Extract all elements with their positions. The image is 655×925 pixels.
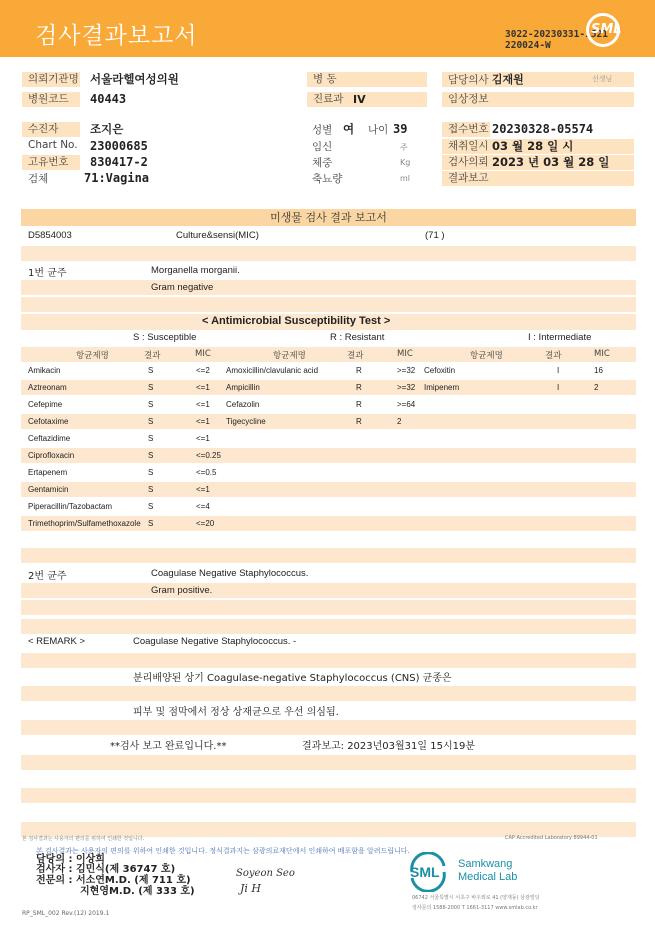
ast-drug-cell: Cefoxitin (424, 366, 456, 375)
ast-drug-cell: Tigecycline (226, 417, 266, 426)
ast-mic-cell: <=1 (196, 400, 210, 409)
chart-label: Chart No. (28, 139, 78, 151)
institution-value: 서울라헬여성의원 (90, 72, 179, 86)
ast-mic-cell: <=4 (196, 502, 210, 511)
stripe (21, 653, 636, 668)
receiver-label: 수진자 (22, 122, 80, 137)
stripe (21, 600, 636, 615)
strain2-label: 2번 균주 (28, 571, 67, 582)
ast-row-stripe (21, 448, 636, 463)
sex-label: 성별 (312, 124, 333, 136)
strain1-gram: Gram negative (151, 282, 214, 293)
remark-label: < REMARK > (28, 636, 86, 647)
ast-result-cell: S (148, 400, 154, 409)
request-label: 검사의뢰 2023 년 03 월 28 일 (442, 155, 634, 170)
col-result-header: 결과 (545, 351, 562, 361)
ast-mic-cell: >=32 (397, 366, 416, 375)
sex-value: 여 (343, 122, 355, 136)
ast-result-cell: S (148, 502, 154, 511)
ast-row-stripe (21, 482, 636, 497)
ward-label: 병 동 (307, 72, 427, 87)
doctor-line: 담당의 : 이상희 (36, 854, 105, 865)
ast-drug-cell: Ciprofloxacin (28, 451, 75, 460)
unique-value: 830417-2 (90, 155, 148, 169)
stripe (21, 686, 636, 701)
ast-title: < Antimicrobial Susceptibility Test > (202, 315, 391, 327)
hospital-code-label: 병원코드 (22, 92, 80, 107)
report-complete: **검사 보고 완료입니다.** (110, 741, 227, 752)
stripe (21, 246, 636, 261)
ast-row-stripe (21, 380, 636, 395)
col-mic-header: MIC (594, 349, 610, 359)
clinical-label: 임상정보 (442, 92, 634, 107)
micro-code: D5854003 (28, 230, 72, 241)
ast-drug-cell: Cefepime (28, 400, 63, 409)
ast-result-cell: R (356, 400, 362, 409)
ast-mic-cell: <=0.5 (196, 468, 217, 477)
ast-drug-cell: Cefotaxime (28, 417, 69, 426)
ast-drug-cell: Imipenem (424, 383, 460, 392)
report-header (0, 0, 655, 57)
ast-mic-cell: <=1 (196, 485, 210, 494)
specimen-value: 71:Vagina (84, 171, 150, 185)
stripe (21, 297, 636, 312)
form-number: RP_SML_002 Rev.(12) 2019.1 (22, 910, 110, 917)
signature-2: Ji H (240, 882, 262, 895)
ast-result-cell: R (356, 366, 362, 375)
remark-line1: Coagulase Negative Staphylococcus. - (133, 636, 297, 647)
tester-line: 검사자 : 김민식(제 36747 호) (36, 864, 176, 875)
col-mic-header: MIC (195, 349, 211, 359)
ast-result-cell: S (148, 451, 154, 460)
ast-result-cell: S (148, 468, 154, 477)
stripe (21, 548, 636, 563)
stripe (21, 583, 636, 598)
micro-section-title: 미생물 검사 결과 보고서 (21, 209, 636, 226)
ast-mic-cell: <=2 (196, 366, 210, 375)
report-label: 결과보고 (442, 171, 634, 186)
doctor-label: 담당의사 김재원 선생님 (442, 72, 634, 87)
ast-drug-cell: Trimethoprim/Sulfamethoxazole (28, 519, 141, 528)
age-label: 나이 (368, 124, 389, 136)
footer-notice-small: 본 검사결과는 사용자의 편의를 위하여 인쇄한 것입니다. (22, 836, 145, 842)
ast-drug-cell: Ampicillin (226, 383, 260, 392)
ast-mic-cell: <=1 (196, 383, 210, 392)
ast-result-cell: I (557, 383, 560, 392)
ast-result-cell: R (356, 417, 362, 426)
lab-address: 06742 서울특별시 서초구 바우뫼로 41 (양재동) 삼광빌딩 (412, 895, 540, 901)
ast-drug-cell: Amikacin (28, 366, 61, 375)
strain2-gram: Gram positive. (151, 585, 213, 596)
micro-test: Culture&sensi(MIC) (176, 230, 259, 241)
document-number: 3022-20230331-1521 220024-W (505, 29, 608, 51)
ast-mic-cell: <=1 (196, 434, 210, 443)
stripe (21, 788, 636, 803)
chart-value: 23000685 (90, 139, 148, 153)
request-value: 2023 년 03 월 28 일 (492, 155, 610, 169)
collect-value: 03 월 28 일 시 (492, 139, 574, 153)
doctor-suffix: 선생님 (592, 75, 613, 83)
ast-drug-cell: Amoxicillin/clavulanic acid (226, 366, 319, 375)
dept-label: 진료과 IV (307, 92, 427, 107)
ast-mic-cell: >=64 (397, 400, 416, 409)
ast-result-cell: S (148, 485, 154, 494)
ast-drug-cell: Cefazolin (226, 400, 260, 409)
unique-label: 고유번호 (22, 155, 80, 170)
ast-result-cell: S (148, 519, 154, 528)
specialist2-line: 지현영M.D. (제 333 호) (80, 886, 195, 897)
weight-label: 체중 (312, 157, 333, 169)
footer-notice: 본 검사결과는 사용자의 편의를 위하여 인쇄한 것입니다. 정식결과지는 삼광의료재단에서 인쇄하여 배포함을 알려드립니다. (36, 847, 410, 855)
ast-mic-cell: <=20 (196, 519, 215, 528)
lab-name: Samkwang Medical Lab (458, 858, 518, 883)
col-drug-header: 항균제명 (273, 351, 306, 361)
ast-row-stripe (21, 414, 636, 429)
ast-drug-cell: Ceftazidime (28, 434, 71, 443)
ast-drug-cell: Piperacillin/Tazobactam (28, 502, 113, 511)
receipt-no-value: 20230328-05574 (492, 122, 594, 136)
stripe (21, 755, 636, 770)
urine-unit: ml (400, 174, 411, 183)
pregnancy-unit: 주 (400, 143, 408, 152)
receiver-value: 조지은 (90, 122, 124, 136)
ast-result-cell: S (148, 434, 154, 443)
hospital-code-value: 40443 (90, 92, 127, 106)
ast-drug-cell: Aztreonam (28, 383, 67, 392)
sml-text: SML (410, 864, 440, 880)
legend-susceptible: S : Susceptible (133, 332, 197, 343)
ast-result-cell: S (148, 383, 154, 392)
col-result-header: 결과 (144, 351, 161, 361)
legend-resistant: R : Resistant (330, 332, 385, 343)
remark-line2: 분리배양된 상기 Coagulase-negative Staphylococcus (CNS) 균종은 (133, 673, 452, 684)
report-time: 결과보고: 2023년03월31일 15시19분 (302, 741, 476, 752)
stripe (21, 280, 636, 295)
strain1-name: Morganella morganii. (151, 265, 240, 276)
ast-mic-cell: >=32 (397, 383, 416, 392)
pregnancy-label: 임신 (312, 141, 333, 153)
col-drug-header: 항균제명 (470, 351, 503, 361)
age-value: 39 (393, 122, 408, 136)
ast-mic-cell: <=1 (196, 417, 210, 426)
signature-1: Soyeon Seo (236, 868, 295, 879)
receipt-no-label: 접수번호 (442, 122, 490, 137)
weight-unit: Kg (400, 158, 411, 167)
report-title: 검사결과보고서 (35, 23, 198, 49)
ast-result-cell: I (557, 366, 560, 375)
legend-intermediate: I : Intermediate (528, 332, 592, 343)
col-mic-header: MIC (397, 349, 413, 359)
sml-logo-icon: SML (586, 13, 620, 47)
ast-mic-cell: <=0.25 (196, 451, 221, 460)
stripe (21, 720, 636, 735)
ast-drug-cell: Ertapenem (28, 468, 68, 477)
strain1-label: 1번 균주 (28, 268, 67, 279)
micro-specimen-code: (71 ) (425, 230, 445, 241)
ast-result-cell: S (148, 366, 154, 375)
col-drug-header: 항균제명 (76, 351, 109, 361)
ast-mic-cell: 2 (594, 383, 599, 392)
ast-mic-cell: 2 (397, 417, 402, 426)
stripe (21, 619, 636, 634)
ast-drug-cell: Gentamicin (28, 485, 69, 494)
strain2-name: Coagulase Negative Staphylococcus. (151, 568, 309, 579)
specimen-label: 검체 (28, 173, 49, 185)
ast-result-cell: R (356, 383, 362, 392)
col-result-header: 결과 (347, 351, 364, 361)
doctor-value: 김재원 (491, 73, 524, 86)
collect-label: 채취일시 03 월 28 일 시 (442, 139, 634, 154)
remark-line3: 피부 및 점막에서 정상 상재균으로 우선 의심됨. (133, 707, 339, 718)
institution-label: 의뢰기관명 (22, 72, 80, 87)
ast-result-cell: S (148, 417, 154, 426)
cap-text: CAP Accredited Laboratory 89944-01 (505, 835, 598, 841)
lab-tel: 검사문의 1588-2000 T 1661-3117 www.smlab.co.kr (412, 905, 538, 911)
dept-value: IV (353, 93, 366, 106)
urine-label: 축뇨량 (312, 173, 343, 185)
ast-header-band (21, 347, 636, 362)
specialist-line: 전문의 : 서소연M.D. (제 711 호) (36, 875, 191, 886)
ast-mic-cell: 16 (594, 366, 603, 375)
